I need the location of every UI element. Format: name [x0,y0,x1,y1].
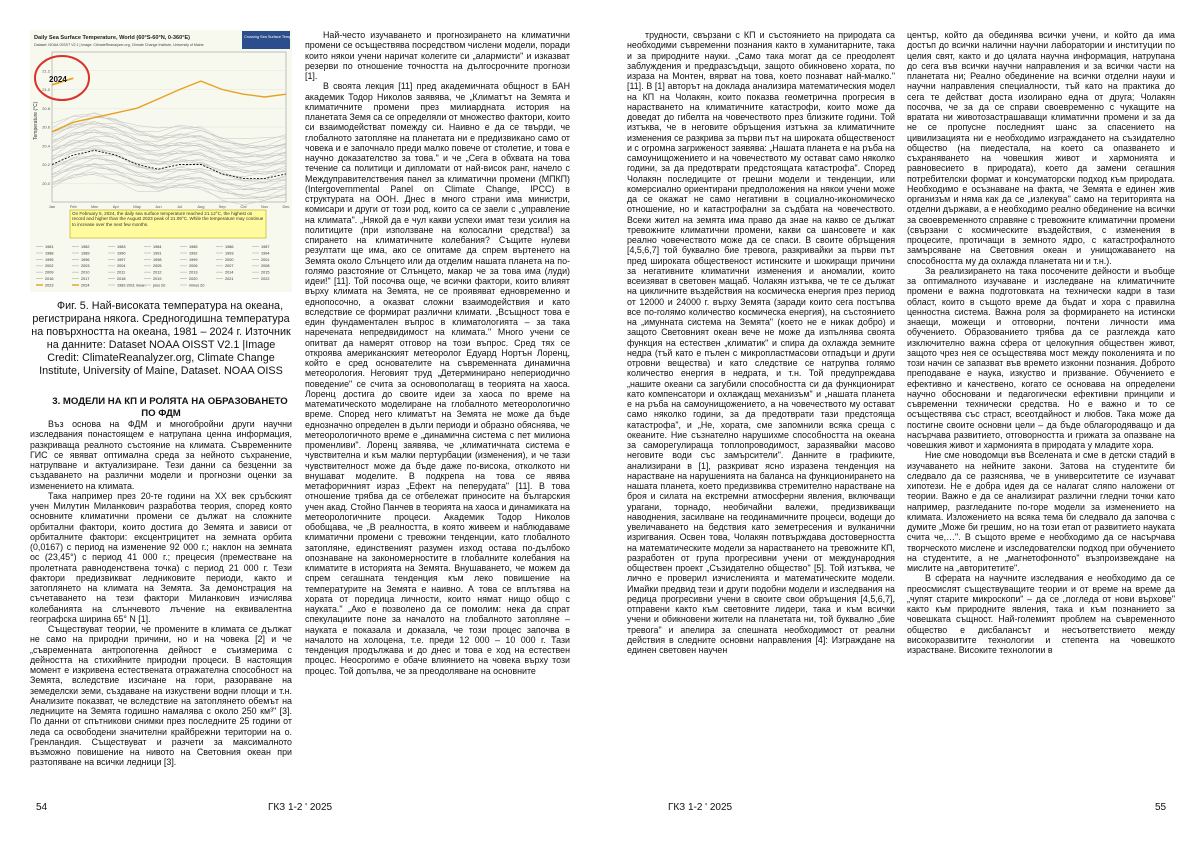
page-number: 55 [1155,802,1167,813]
legend-entry: 2004 [117,264,126,269]
sst-figure [30,30,304,292]
legend-entry: 2010 [81,270,90,275]
x-tick-label: May [133,204,141,209]
figure-caption: Фиг. 5. Най-високата температура на океана, регистрирана някога. Средногодишна температура на повърхността на океана, 1981 – 2024 г. Източник на данните: Dataset NOAA OISST V2.1 |Image Credit: ClimateReanalyzer.org, Climate Change Institute, University of Maine, Dataset. NOAA OISS [31,300,291,377]
x-tick-label: Nov [261,204,269,209]
section-heading: 3. МОДЕЛИ НА КП И РОЛЯТА НА ОБРАЗОВАНЕТО ПО ФДМ [52,396,288,419]
x-tick-label: Sep [218,204,226,209]
chart-badge-box [242,31,290,49]
col1-paragraph: Така например през 20-те години на XX век сръбският учен Милутин Миланкович разработва теория, според която основните климатични промени се дължат на сложните орбитални фактори, които достига до Земята и зависи от орбиталните фактори: ексцентрицитет на земната орбита (0,0167) с период на изменение 92 000 г.; наклон на земната ос (23,45°) с период 41 000 г.; прецесия (преместване на пролетната равноденствена точка) с период 21 000 г. Тези фактори предизвикват ледниковите периоди, както и затоплянето на климата на Земята. За демонстрация на съчетаването на тези фактори Миланкович изчислява колебанията на слънчевото лъчение на еквивалентна географска ширина 65° N [1]. [30,490,292,624]
x-tick-label: Feb [69,204,77,209]
legend-entry: 2019 [153,277,162,281]
x-tick-label: Dec [282,204,290,209]
legend-entry: minus 2σ [189,283,205,288]
legend-entry: 2001 [261,257,270,262]
col4-paragraph: Ние сме новодомци във Вселената и сме в детски стадий в изучаването на нейните закони. Затова на студентите би следвало да се разяснява, че в университетите се изучават хипотези. Не е добра идея да се налагат сляпо наложени от теории. Важно е да се анализират различни гледни точки като например, разгледаните по-горе модели за изменението на климата. Изложението на всяка тема би следвало да започва с думите „Може би грешим, но на този етап от развитието науката счита че,…". В същото време е необходимо да се насърчава творческото мислене и изследователски подход при обучението на студентите, а не „магнетофонното" възпроизвеждане на мислите на „авторитетите". [907,450,1175,573]
legend-entry: 1992 [189,251,198,256]
y-tick-label: 20.0 [42,180,50,186]
legend-entry: 1988 [45,251,54,256]
legend-entry: 1995 [45,257,54,262]
right-page [600,0,1200,849]
x-tick-label: Mar [91,204,98,209]
y-tick-label: 20.2 [42,162,50,167]
annotation-text: On February 5, 2024, the daily sea surface temperature reached 21.12°C, the highest on record and higher than the August 2023 peak of 21.09°C. While the temperature may continue to increase over the next few months. [72,211,264,227]
x-tick-label: Jan [48,204,56,209]
legend-entry: 2011 [117,270,126,275]
legend-entry: 2018 [117,277,126,281]
x-tick-label: Jul [177,204,183,209]
legend-entry: 2005 [153,264,162,269]
legend-entry: 2009 [45,270,54,275]
chart-title: Daily Sea Surface Temperature, World (60°S-60°N, 0-360°E) [34,35,191,41]
legend-entry: 1990 [117,251,126,256]
legend-entry: 2020 [189,277,198,281]
legend-entry: 1987 [261,245,270,249]
year-label: 2024 [49,75,67,84]
legend-entry: 2007 [225,264,234,269]
x-tick-label: Aug [197,204,205,209]
y-tick-label: 21.2 [42,68,50,74]
legend-entry: 2023 [45,283,54,288]
legend-entry: 2012 [153,270,162,275]
col2-paragraph: Най-често изучаването и прогнозирането на климатични промени се осъществява посредством числени модели, поради които някои учени наричат колегите си „алармисти" и изказват резерви по отношение точността на дългосрочните прогнози [1]. [305,30,570,81]
y-tick-label: 20.8 [42,105,50,111]
col1-paragraph: Съществуват теории, че промените в климата се дължат не само на природни причини, но и на човека [2] и че „съвременната антропогенна дейност е съизмерима с дейността на стихийните природни процеси. В настоящия момент е изкривена естествената отражателна способност на Земята, вследствие изсичане на гори, разораване на земеделски земи, създаване на изкуствени водни площи и т.н. Анализите показват, че вследствие на затоплянето обемът на ледниците на Земята годишно намалява с около 250 км³" [3]. По данни от спътникови снимки през последните 25 години от леда са освободени значителни крайбрежни територии на о. Гренландия. Съществуват и разчети за максималното възможно повишение на нивото на Световния океан при разтопяване на всички ледници [3]. [30,624,292,768]
col4-paragraph: За реализирането на така посочените дейности и въобще за оптималното изучаване и изследване на климатичните промени е важна подготовката на технически кадри в тази област, които в същото време да бъдат и хора с правилна ценностна система. Важна роля за формирането на истински знаещи, можещи и отговорни, почтени личности има обучението. Образованието трябва да се разглежда като изключително важна сфера от целокупния обществен живот, защото чрез нея се осъществява мост между поколенията и по този начин се запазват във времето изконни познания. Доброто преподаване е наука, изкуство и призвание. Обучението е ефективно и качествено, когато се основава на определени научно обосновани и педагогически ефективни принципи и съвременни технически средства. Но е важно и то се осъществява със страст, всеотдайност и любов. Така може да постигне своите основни цели – да бъде облагородяващо и да насърчава развитието, отговорността и грижата за опазване на човешкия живот и хармонията в природата у младите хора. [907,265,1175,450]
legend-entry: 1994 [261,251,270,256]
chart-subtitle: Dataset: NOAA OISST V2.1 | Image: ClimateReanalyzer.org, Climate Change Institute, University of Maine [34,43,204,47]
legend-entry: 1986 [225,245,234,249]
left-column [30,300,292,768]
x-tick-label: Apr [112,204,119,209]
journal-footer: ГКЗ 1-2 ' 2025 [668,802,733,813]
journal-footer: ГКЗ 1-2 ' 2025 [268,802,333,813]
legend-entry: 1982 [81,245,90,249]
legend-entry: 1984 [153,245,162,249]
x-tick-label: Jun [155,204,162,209]
legend-entry: 2014 [225,270,234,275]
legend-entry: 2021 [225,277,234,281]
legend-entry: 1991 [153,251,162,256]
x-tick-label: Oct [240,204,247,209]
legend-entry: 1982-2011 mean [117,283,146,288]
legend-entry: 2002 [45,264,54,269]
col1-paragraph: Въз основа на ФДМ и многобройни други научни изследвания понастоящем е натрупана ценна информация, разкриваща реалното състояние на климата. Съвременните ГИС се явяват оптимална среда за нейното съхранение, натрупване и актуализиране. Тези данни са безценни за създаването на различни модели и прогнозни оценки за изменението на климата. [30,419,292,491]
legend-entry: 1997 [117,257,126,262]
legend-entry: 1993 [225,251,234,256]
legend-entry: 2017 [81,277,90,281]
legend-entry: 2003 [81,264,90,269]
y-tick-label: 20.6 [42,124,50,130]
col3-paragraph: трудности, свързани с КП и състоянието на природата са необходими съвременни познания както в хуманитарните, така и за природните науки. „Само така могат да се преодолеят заблуждения и предразсъдъци, защото обикновено хората, по израза на Монтен, вярват на това, което познават най-малко." [11]. В [1] авторът на доклада анализира математическия модел на КП на Чолакян, които показва геометрична прогресия в нарастването на климатичните катастрофи, които може да доведат до гибелта на човечеството през близките години. Той изтъква, че в неговите обръщения изтъкна за климатичните изменения се разкрива за първи път на широката общественост и с огромна загриженост заявява: „Нашата планета е на ръба на самоунищожението и на човечеството му остават само няколко години, за да предотврати предстоящата катастрофа". Според Чолакян последиците от грешни модели и тенденции, или комерсиално ориентирани предположения на някои учени може да се окажат не само негативни в социално-икономическо отношение, но и катастрофални за съдбата на човечеството. Всеки жител на земята има право да знае на какво се дължат тревожните климатични промени, какви са шансовете и как реално човечеството може да се спаси. В своите обръщения [4,5,6,7] той буквално бие тревога, разкривайки за първи път пред широката общественост истинските и шокиращи причини за негативните климатични изменения и аномалии, които всеизяват в световен мащаб. Чолакян изтъква, че те се дължат на цикличните въздействия на космическа енергия през период от 12000 и 24000 г. върху Земята (заради които сега постъпва все по-голямо количество космическа енергия), на състоянието на „имунната система на Земята" (което не е никак добро) и защото Световният океан вече не може да изпълнява своята функция на естествен „климатик" и спира да охлажда земните недра (тъй като е пълен с микропластмасови отпадъци и други отровни вещества) и като следствие се натрупва голямо количество енергия в недрата, и т.н. Той предупреждава „нашите океани са загубили способността си да функционират като компенсатори и охлаждащ механизъм" и „нашата планета е на ръба на самоунищожението, а на човечеството му остават само няколко години, за да предотврати тази предстояща катастрофа", и „Не, хората, сме запомнили всяка среща с океаните. Ние съзнателно нарушихме способността на океана за саморегулираща топлопроводимост, заразявайки масово неговите води със замърсители". Данните в графиките, анализирани в [1], разкриват ясно изразена тенденция на нарастване на нарушенията на баланса на функционирането на нашата планета, което предизвиква стремително нарастване на броя и силата на екстремни атмосферни явления, включващи урагани, торнадо, необичайни валежи, предизвикващи наводнения, засилване на геодинамичните процеси, водещи до увеличаването на бедствия като земетресения и вулканични изригвания. Освен това, Чолакян потвърждава достоверността на математическите модели за нарастването на тревожните КП, разработен от група прогресивни учени от международния обществен проект „Съзидателно общество" [5]. Той изтъква, че лично е проверил изчисленията и математическите модели. Имайки предвид тези и други подобни модели и изследвания на редица прогресивни учени в своите свои обръщения [4,5,6,7], отправени както към световните лидери, така и към всички учени и обикновени жители на планетата ни, той буквално „бие тревога" и апелира за спешната необходимост от реални действия в следните основни направления [4]: Изграждане на единен световен научен [627,30,895,655]
legend-entry: 2008 [261,264,270,269]
legend-entry: 2016 [45,277,54,281]
legend-entry: 1985 [189,245,198,249]
col4-paragraph: В сферата на научните изследвания е необходимо да се преосмислят съществуващите теории и от време на време да „чупят старите микроскопи" – да се „погледа от нови върхове" както към природните явления, така и към познанието за човешката същност. Най-големият проблем на съвременното общество е дисбалансът и несъответствието между високоразвитите технологии и степента на човешкото израстване. Високите технологии в [907,573,1175,655]
legend-entry: 1999 [189,257,198,262]
legend-entry: plus 2σ [153,283,166,288]
legend-entry: 2013 [189,270,198,275]
legend-entry: 2000 [225,257,234,262]
annotation-wrapper [72,211,264,238]
col2-paragraph: В своята лекция [11] пред академичната общност в БАН академик Тодор Николов заявява, че „Климатът на Земята и климатичните промени през милиардната история на планетата Земя са се определяли от множество фактори, които си взаимодействат помежду си. Наивно е да се твърди, че глобалното затопляне на планетата ни е предизвикано само от човека и е започнало преди малко повече от столетие, и това е научно доказателство за това." и че „Сега в обхвата на това течение са политици и дипломати от най-висок ранг, начело с Междуправителствения панел за климатични промени (МПКП) (Intergovernmental Panel on Climate Change, IPCC) в структурата на ООН. Днес в много страни има министри, комисари и други от този род, които са се заели с „управление на климата". „Някой да е чул какви успехи имат тези усилия на политиците (при използване на колосални средства!) за спирането на климатичните колебания? Същите нулеви резултати ще има, ако се опитаме да спрем въртенето на Земята около Слънцето или да отделим нашата планета на по-голямо разстояние от Слънцето, макар че за това има (луди) идеи!" [11]. Той посочва още, че всички фактори, които влияят върху климата на Земята, не се проявяват едновременно и еднопосочно, а оказват сложни взаимодействия и като вследствие се формират различни климати. „Всъщност това е един фундаментален въпрос в климатологията – за така наречената непредвидимост на климата." Много учени се опитват да намерят отговор на този въпрос. Сред тях се откроява американският метеоролог Едуард Нортън Лоренц, който е сред основателите на съвременната динамична метеорология. Неговият труд „Детерминирано непериодично поведение" се счита за основополагащ в теорията на хаоса. Лоренц достига до своите идеи за хаоса по време на математическото моделиране на глобалното метеорологично време. Според него климатът на Земята не може да бъде еднозначно определен в дълги периоди и образно обяснява, че метеорологичното време е „динамична система с пет милиона променливи". Лоренц заявява, че „климатичната система е чувствителна и към малки пертурбации (изменения), и че тази чувствителност може да бъде даже по-висока, отколкото ни внушават моделите. В подкрепа на това се явява метафоричният израз „Ефект на пеперудата" [11]. В това отношение трябва да се отбележат приносите на българския учен акад. Стойно Панчев в теорията на хаоса и динамиката на метеорологичните процеси. Академик Тодор Николов обобщава, че „В реалността, в която живеем и наблюдаваме климатични промени с тревожни тенденции, като глобалното затопляне, единственият разумен изход остава по-дълбоко опознаване на закономерностите в глобалните колебания на климатите в историята на Земята. Внушаването, че можем да спрем сегашната тенденция към леко повишение на температурите на Земята е наивно. А това се вплътява на хората от поредица личности, които нямат нищо общо с науката." „Ако е позволено да се помолим: нека да спрат спекулациите поне за началото на глобалното затопляне – науката е показала и доказала, че този процес започва в началото на холоцена, т.е. преди 12 000 – 10 000 г. Тази тенденция продължава и до днес и това е ход на естествен процес. Неосporимо е обаче влиянието на човека върху този процес. Той допълва, че за преодоляване на основните [305,81,570,676]
legend-entry: 1983 [117,245,126,249]
right-column [907,30,1175,655]
left-column [627,30,895,655]
legend-entry: 1996 [81,257,90,262]
y-tick-label: 21.0 [42,87,50,92]
right-column [305,30,570,676]
legend-entry: 2024 [81,283,90,288]
legend-entry: 1989 [81,251,90,256]
legend-entry: 2015 [261,270,270,275]
legend-entry: 1998 [153,257,162,262]
sst-chart [30,30,304,292]
legend-entry: 2022 [261,277,270,281]
legend-entry: 2006 [189,264,198,269]
col4-paragraph: център, който да обединява всички учени, и който да има достъп до всички налични научни лаборатории и институции по целия свят, както и до цялата научна информация, натрупана до сега във всички научни направления и за всички части на планетата ни; Реално обединение на всички отделни науки и научни направления специалности, тъй като на практика до сега те действат доста изолирано една от друга; Чолакян посочва, че за да се справи своевременно с чукащите на вратата ни животозастрашаващи климатични промени и за да не се пропусне последният шанс за спасението на цивилизацията ни е необходимо изграждането на съзидателно общество (на пиедестала, на което са опазването и съхраняването на човешкия живот и хармонията и равновесието в природата), което да замени сегашния потребителски формат и консуматорски подход към природата. Необходимо е осъзнаване на факта, че Земята е единен жив организъм и няма как да се „излекува" само на територията на отделни държави, а е необходимо реално обединение на всички за своевременното справяне с тревожните климатични промени (свързани с космическите въздействия, с изменения в процесите, протичащи в земното ядро, с катастрофалното замърсяване на Световния океан и унищожаването на способността му да охлажда планетата ни и т.н.). [907,30,1175,266]
y-tick-label: 20.4 [42,143,50,149]
legend-entry: 1981 [45,245,54,249]
chart-badge: Crossing Sea Surface Temperature [244,35,304,39]
page-number: 54 [36,802,48,813]
y-axis-label: Temperature (°C) [33,101,39,140]
